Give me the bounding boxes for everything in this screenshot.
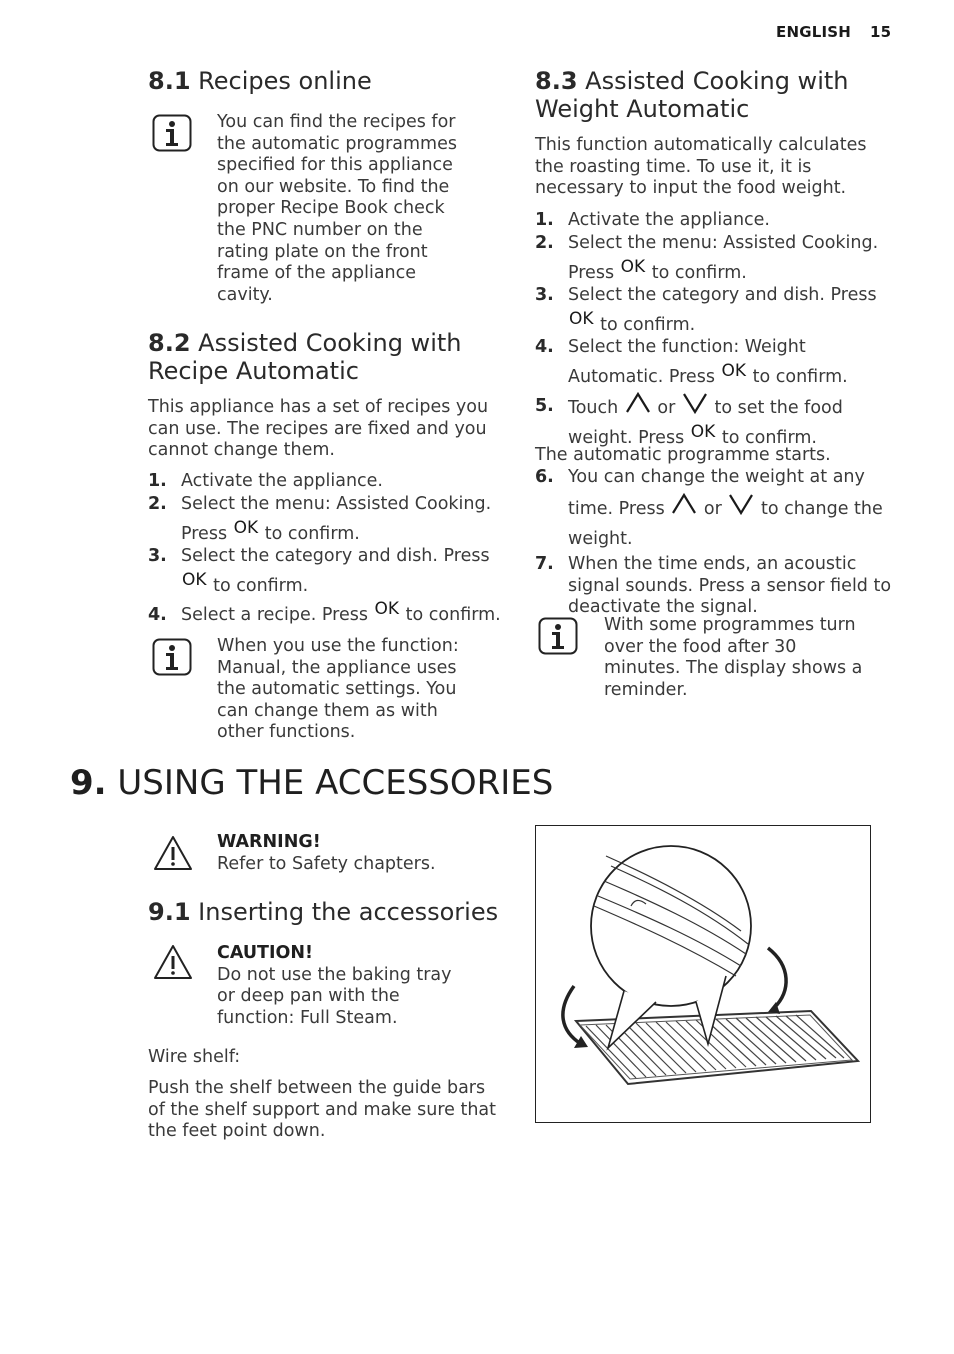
- section-8-1-heading: [148, 67, 508, 95]
- section-8-3-intro: This function automatically calculates the roasting time. To use it, it is necessary to input the food weight.: [535, 135, 867, 199]
- step-text: Press: [568, 262, 615, 283]
- ok-icon: OK: [620, 256, 646, 277]
- step-text: to change the: [760, 499, 883, 519]
- warning-triangle-icon: [153, 944, 193, 980]
- caution-text: Do not use the baking tray or deep pan with the function: Full Steam.: [217, 964, 452, 1028]
- step-text: Select a recipe. Press: [181, 604, 368, 625]
- ok-icon: OK: [182, 569, 207, 590]
- section-8-3-steps: [535, 210, 895, 453]
- ok-icon: OK: [233, 517, 259, 538]
- list-item: [535, 554, 895, 619]
- step-number: 2.: [148, 493, 167, 514]
- warning-title: WARNING!: [217, 832, 321, 852]
- step-text: When the time ends, an acoustic signal sounds. Press a sensor field to deactivate the signal.: [568, 554, 892, 618]
- chevron-down-icon: [681, 391, 709, 415]
- step-number: 6.: [535, 467, 554, 487]
- step-text: Touch: [568, 397, 619, 418]
- step-number: 1.: [148, 471, 167, 491]
- ok-icon: OK: [569, 308, 594, 329]
- section-8-2-steps: [148, 471, 508, 630]
- section-8-3-heading: [535, 67, 895, 123]
- section-9-1-heading: [148, 898, 508, 926]
- step-number: 4.: [535, 336, 554, 357]
- step-text: weight. Press: [568, 427, 685, 448]
- programme-starts-text: The automatic programme starts.: [535, 445, 831, 465]
- list-item: [535, 332, 895, 392]
- step-text: You can change the weight at any: [568, 467, 865, 487]
- step-text: or: [657, 397, 676, 418]
- list-item: [148, 489, 508, 549]
- warning-text: Refer to Safety chapters.: [217, 853, 436, 874]
- list-item: [535, 462, 895, 554]
- info-icon: [538, 617, 578, 655]
- step-text: Select the function: Weight: [568, 336, 806, 357]
- warning-triangle-icon: [153, 835, 193, 871]
- list-item: [148, 541, 508, 601]
- step-text: Activate the appliance.: [181, 471, 383, 491]
- step-text: to confirm.: [721, 427, 817, 448]
- list-item: [535, 228, 895, 288]
- step-text: Select the menu: Assisted Cooking.: [568, 232, 879, 253]
- header-language: ENGLISH: [776, 23, 852, 41]
- manual-function-note: When you use the function: Manual, the appliance uses the automatic settings. You can change them as with other functions.: [217, 636, 459, 743]
- page-number: 15: [870, 23, 892, 41]
- ok-icon: OK: [721, 360, 747, 381]
- step-text: to confirm.: [405, 604, 501, 625]
- chapter-title: USING THE ACCESSORIES: [117, 763, 554, 803]
- step-text: to confirm.: [651, 262, 747, 283]
- section-title: Inserting the accessories: [198, 898, 499, 926]
- section-8-3-steps-continued: [535, 466, 895, 619]
- section-number: 8.2: [148, 329, 191, 357]
- list-item: [148, 600, 508, 630]
- chevron-down-icon: [727, 492, 755, 516]
- section-title: Assisted Cooking with Recipe Automatic: [148, 329, 462, 385]
- info-icon: [152, 114, 192, 152]
- section-number: 8.1: [148, 67, 191, 95]
- section-8-2-heading: [148, 329, 488, 385]
- section-number: 9.1: [148, 898, 191, 926]
- section-title: Assisted Cooking with Weight Automatic: [535, 67, 849, 123]
- step-text: time. Press: [568, 499, 665, 519]
- ok-icon: OK: [690, 421, 716, 442]
- ok-icon: OK: [374, 598, 400, 619]
- step-text: to set the food: [714, 397, 843, 418]
- step-number: 4.: [148, 604, 167, 625]
- step-number: 2.: [535, 232, 554, 253]
- step-number: 5.: [535, 395, 554, 416]
- step-text: Select the menu: Assisted Cooking.: [181, 493, 492, 514]
- section-number: 8.3: [535, 67, 578, 95]
- step-text: Press: [181, 523, 228, 544]
- caution-block: [217, 943, 457, 1029]
- step-text: Activate the appliance.: [568, 210, 770, 230]
- step-text: to confirm.: [600, 314, 696, 335]
- step-text: to confirm.: [213, 575, 309, 596]
- step-text: to confirm.: [752, 366, 848, 387]
- info-icon: [152, 638, 192, 676]
- step-text: Select the category and dish. Press: [181, 545, 490, 566]
- warning-block: [217, 832, 497, 875]
- step-text: weight.: [568, 529, 633, 549]
- chevron-up-icon: [624, 391, 652, 415]
- chevron-up-icon: [670, 492, 698, 516]
- step-text: Automatic. Press: [568, 366, 715, 387]
- caution-title: CAUTION!: [217, 943, 314, 963]
- step-text: to confirm.: [264, 523, 360, 544]
- chapter-9-heading: [70, 763, 670, 803]
- section-title: Recipes online: [198, 67, 372, 95]
- list-item: [535, 391, 895, 453]
- list-item: [535, 280, 895, 340]
- step-number: 1.: [535, 210, 554, 230]
- turn-over-note: With some programmes turn over the food after 30 minutes. The display shows a reminder.: [604, 615, 863, 700]
- wire-shelf-illustration: [535, 825, 871, 1123]
- step-number: 3.: [148, 545, 167, 566]
- push-shelf-text: Push the shelf between the guide bars of the shelf support and make sure that the feet point down.: [148, 1078, 497, 1142]
- wire-shelf-label: Wire shelf:: [148, 1047, 241, 1067]
- step-text: or: [703, 499, 722, 519]
- section-8-2-intro: This appliance has a set of recipes you can use. The recipes are fixed and you cannot change them.: [148, 397, 489, 461]
- chapter-number: 9.: [70, 763, 107, 803]
- step-number: 7.: [535, 554, 554, 574]
- recipes-online-note: You can find the recipes for the automatic programmes specified for this appliance on our website. To find the proper Recipe Book check the PNC number on the rating plate on the front frame of the appliance cavity.: [217, 112, 457, 305]
- step-number: 3.: [535, 284, 554, 305]
- step-text: Select the category and dish. Press: [568, 284, 877, 305]
